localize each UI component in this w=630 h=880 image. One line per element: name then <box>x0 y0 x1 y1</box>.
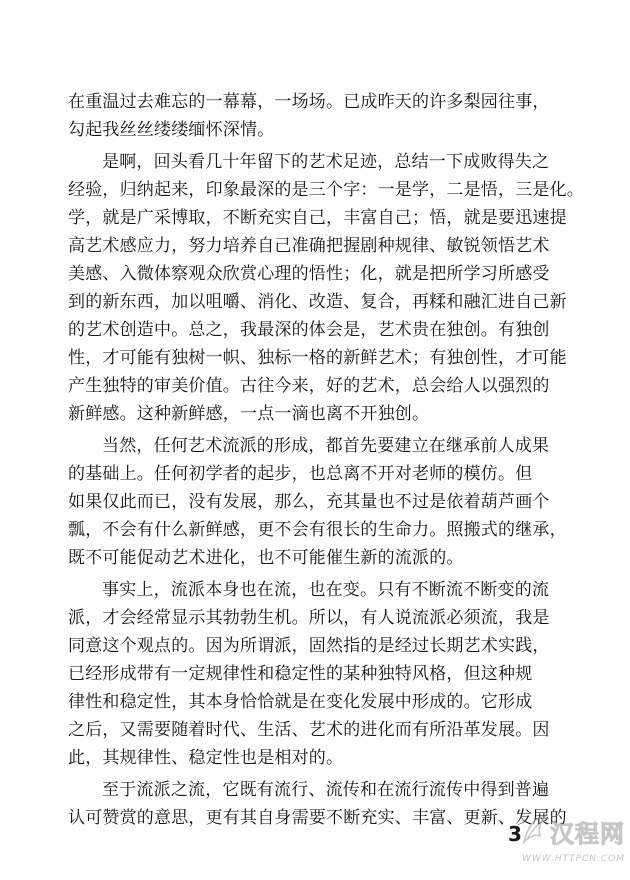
body-text <box>68 88 584 832</box>
text-line: 瓢，不会有什么新鲜感，更不会有很长的生命力。照搬式的继承， <box>68 520 567 540</box>
paragraph <box>68 576 550 772</box>
text-line: 学，就是广采博取，不断充实自己，丰富自己；悟，就是要迅速提 <box>68 208 567 228</box>
text-line: 性，才可能有独树一帜、独标一格的新鲜艺术；有独创性，才可能 <box>68 348 567 368</box>
text-line: 在重温过去难忘的一幕幕，一场场。已成昨天的许多梨园往事， <box>68 92 550 112</box>
text-line: 高艺术感应力，努力培养自己准确把握剧种规律、敏锐领悟艺术 <box>68 236 550 256</box>
page-number: 3 <box>508 822 522 846</box>
text-line: 既不可能促动艺术进化，也不可能催生新的流派的。 <box>68 548 464 568</box>
text-line: 到的新东西，加以咀嚼、消化、改造、复合，再糅和融汇进自己新 <box>68 292 567 312</box>
text-line: 此，其规律性、稳定性也是相对的。 <box>68 748 344 768</box>
text-line: 是啊，回头看几十年留下的艺术足迹，总结一下成败得失之 <box>102 152 550 172</box>
text-line: 的基础上。任何初学者的起步，也总离不开对老师的模仿。但 <box>68 464 533 484</box>
text-line: 律性和稳定性，其本身恰恰就是在变化发展中形成的。它形成 <box>68 692 533 712</box>
paragraph <box>68 88 550 144</box>
text-line: 产生独特的审美价值。古往今来，好的艺术，总会给人以强烈的 <box>68 376 550 396</box>
text-line: 新鲜感。这种新鲜感，一点一滴也离不开独创。 <box>68 404 430 424</box>
text-line: 认可赞赏的意思，更有其自身需要不断充实、丰富、更新、发展的 <box>68 808 567 828</box>
watermark-logo-icon <box>520 812 550 848</box>
text-line: 当然，任何艺术流派的形成，都首先要建立在继承前人成果 <box>102 436 550 456</box>
text-line: 经验，归纳起来，印象最深的是三个字：一是学，二是悟，三是化。 <box>68 180 584 200</box>
paragraph <box>68 776 567 832</box>
watermark-url: WWW.HTTPCN.COM <box>522 854 626 864</box>
text-line: 同意这个观点的。因为所谓派，固然指的是经过长期艺术实践， <box>68 636 550 656</box>
text-line: 之后，又需要随着时代、生活、艺术的进化而有所沿革发展。因 <box>68 720 550 740</box>
watermark <box>520 812 626 874</box>
text-line: 已经形成带有一定规律性和稳定性的某种独特风格，但这种规 <box>68 664 533 684</box>
text-line: 至于流派之流，它既有流行、流传和在流行流传中得到普遍 <box>102 780 550 800</box>
text-line: 如果仅此而已，没有发展，那么，充其量也不过是依着葫芦画个 <box>68 492 550 512</box>
text-line: 美感、入微体察观众欣赏心理的悟性；化，就是把所学习所感受 <box>68 264 550 284</box>
text-line: 的艺术创造中。总之，我最深的体会是，艺术贵在独创。有独创 <box>68 320 550 340</box>
paragraph <box>68 432 567 572</box>
text-line: 勾起我丝丝缕缕缅怀深情。 <box>68 120 275 140</box>
text-line: 派，才会经常显示其勃勃生机。所以，有人说流派必须流，我是 <box>68 608 550 628</box>
text-line: 事实上，流派本身也在流，也在变。只有不断流不断变的流 <box>102 580 550 600</box>
paragraph <box>68 148 584 428</box>
watermark-brand: 汉程网 <box>550 819 625 848</box>
